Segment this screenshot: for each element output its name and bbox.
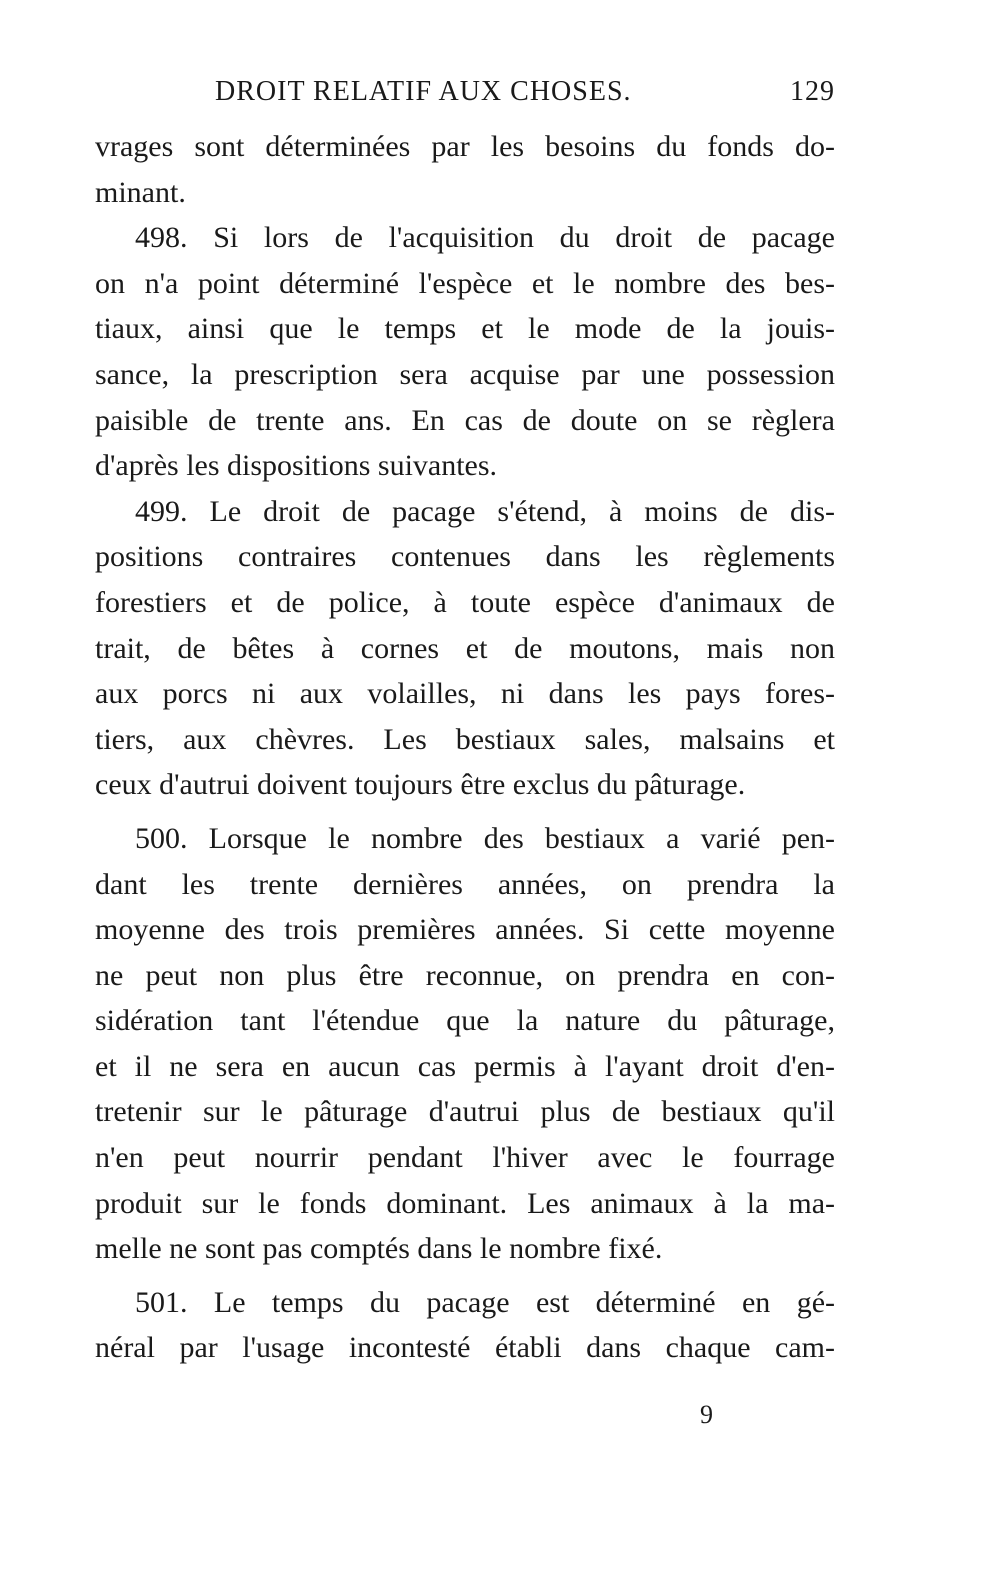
article-499-first-line: 499. Le droit de pacage s'étend, à moins de dis- <box>135 494 835 528</box>
text-line: sance, la prescription sera acquise par une possession <box>95 357 835 391</box>
running-head <box>95 76 835 116</box>
text-line: néral par l'usage incontesté établi dans chaque cam- <box>95 1331 835 1365</box>
text-line: dant les trente dernières années, on prendra la <box>95 867 835 901</box>
text-line: trait, de bêtes à cornes et de moutons, mais non <box>95 631 835 665</box>
text-line: n'en peut nourrir pendant l'hiver avec le fourrage <box>95 1141 835 1175</box>
text-line: forestiers et de police, à toute espèce d'animaux de <box>95 585 835 619</box>
paragraph-gap <box>95 1272 835 1280</box>
text-line: tiaux, ainsi que le temps et le mode de la jouis- <box>95 312 835 346</box>
text-line: tiers, aux chèvres. Les bestiaux sales, malsains et <box>95 722 835 756</box>
text-line: moyenne des trois premières années. Si cette moyenne <box>95 913 835 947</box>
text-line: melle ne sont pas comptés dans le nombre fixé. <box>95 1232 663 1266</box>
paragraph-gap <box>95 808 835 816</box>
text-line: ceux d'autrui doivent toujours être exclus du pâturage. <box>95 768 746 802</box>
text-line: on n'a point déterminé l'espèce et le nombre des bes- <box>95 266 835 300</box>
article-500-first-line: 500. Lorsque le nombre des bestiaux a varié pen- <box>135 821 835 855</box>
text-line: ne peut non plus être reconnue, on prendra en con- <box>95 958 835 992</box>
signature-mark: 9 <box>700 1400 713 1429</box>
text-line: aux porcs ni aux volailles, ni dans les pays fores- <box>95 677 835 711</box>
text-line: vrages sont déterminées par les besoins du fonds do- <box>95 130 835 163</box>
text-line: tretenir sur le pâturage d'autrui plus de bestiaux qu'il <box>95 1095 835 1129</box>
text-line: produit sur le fonds dominant. Les animaux à la ma- <box>95 1186 835 1220</box>
body-text <box>95 124 835 1371</box>
text-line: minant. <box>95 175 186 209</box>
running-title: DROIT RELATIF AUX CHOSES. <box>215 76 632 107</box>
article-501-first-line: 501. Le temps du pacage est déterminé en gé- <box>135 1285 835 1319</box>
text-line: paisible de trente ans. En cas de doute on se règlera <box>95 403 835 437</box>
page-number: 129 <box>790 76 835 107</box>
article-498-first-line: 498. Si lors de l'acquisition du droit de pacage <box>135 221 835 255</box>
text-line: et il ne sera en aucun cas permis à l'ayant droit d'en- <box>95 1049 835 1083</box>
text-line: sidération tant l'étendue que la nature du pâturage, <box>95 1004 835 1038</box>
text-line: positions contraires contenues dans les règlements <box>95 540 835 574</box>
text-line: d'après les dispositions suivantes. <box>95 449 498 483</box>
